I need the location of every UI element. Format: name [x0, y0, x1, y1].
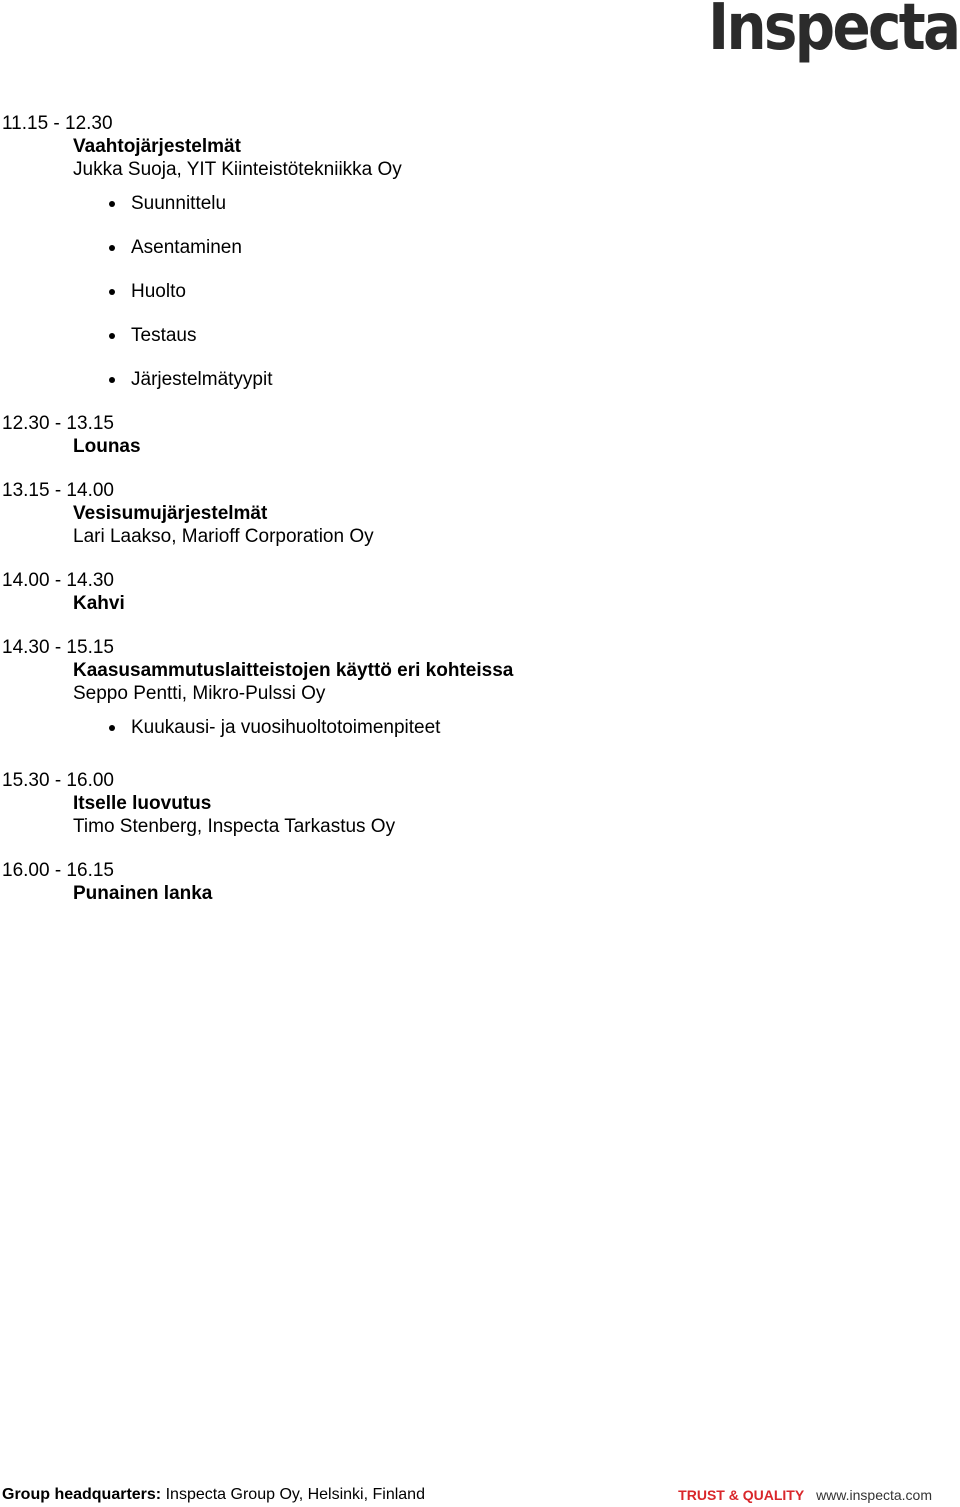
topic-item: Huolto [131, 280, 960, 303]
page-footer [2, 1485, 960, 1505]
inspecta-logo: Inspecta [707, 0, 958, 65]
topic-list [2, 716, 960, 739]
session-speaker: Seppo Pentti, Mikro-Pulssi Oy [73, 683, 326, 704]
session-title: Kahvi [73, 593, 125, 614]
session-title: Lounas [73, 436, 141, 457]
session-time: 14.30 - 15.15 [2, 637, 114, 658]
session-time: 16.00 - 16.15 [2, 860, 114, 881]
session-punainen-lanka [2, 859, 960, 905]
session-kaasusammutus [2, 636, 960, 739]
session-time: 13.15 - 14.00 [2, 480, 114, 501]
session-speaker: Jukka Suoja, YIT Kiinteistötekniikka Oy [73, 159, 402, 180]
footer-url[interactable]: www.inspecta.com [816, 1487, 932, 1503]
session-speaker: Timo Stenberg, Inspecta Tarkastus Oy [73, 816, 396, 837]
session-title: Vaahtojärjestelmät [73, 136, 241, 157]
session-title: Vesisumujärjestelmät [73, 503, 268, 524]
footer-hq-value: Inspecta Group Oy, Helsinki, Finland [165, 1486, 425, 1503]
agenda [2, 112, 960, 926]
session-title: Kaasusammutuslaitteistojen käyttö eri kohteissa [73, 660, 514, 681]
topic-item: Testaus [131, 324, 960, 347]
session-time: 15.30 - 16.00 [2, 770, 114, 791]
session-vesisumujarjestelmat [2, 479, 960, 548]
topic-item: Järjestelmätyypit [131, 368, 960, 391]
topic-item: Asentaminen [131, 236, 960, 259]
session-lounas [2, 412, 960, 458]
session-title: Punainen lanka [73, 883, 213, 904]
session-vaahtojarjestelmat [2, 112, 960, 391]
topic-item: Kuukausi- ja vuosihuoltotoimenpiteet [131, 716, 960, 739]
session-speaker: Lari Laakso, Marioff Corporation Oy [73, 526, 374, 547]
session-time: 14.00 - 14.30 [2, 570, 114, 591]
session-title: Itselle luovutus [73, 793, 212, 814]
footer-branding [678, 1485, 932, 1505]
footer-hq-label: Group headquarters: [2, 1486, 162, 1503]
session-kahvi [2, 569, 960, 615]
session-itselle-luovutus [2, 769, 960, 838]
session-time: 11.15 - 12.30 [2, 113, 113, 134]
session-time: 12.30 - 13.15 [2, 413, 114, 434]
topic-list [2, 192, 960, 391]
topic-item: Suunnittelu [131, 192, 960, 215]
footer-tagline: TRUST & QUALITY [678, 1487, 805, 1503]
